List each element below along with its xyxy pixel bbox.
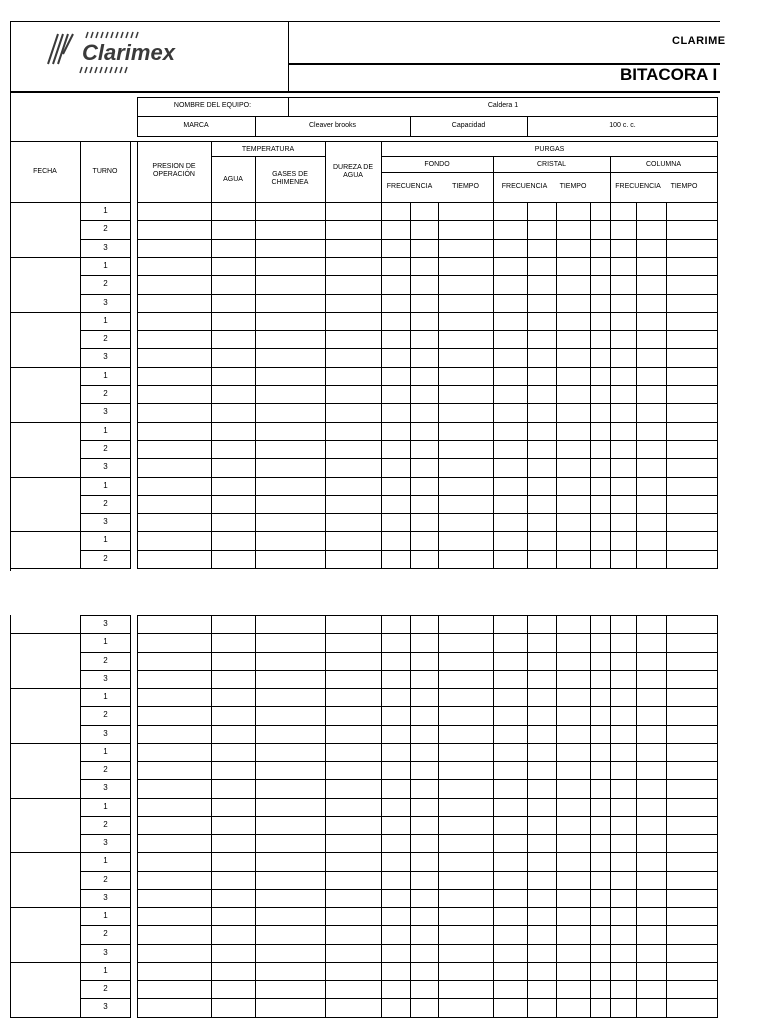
turno-cell: 3 <box>103 619 108 628</box>
data-col-line <box>137 615 138 1017</box>
data-col-line <box>636 615 637 1017</box>
fondo-tiempo: TIEMPO <box>452 183 479 190</box>
turno-row-line <box>80 202 131 203</box>
data-row-line <box>137 513 718 514</box>
data-row-line <box>137 257 718 258</box>
turno-row-line <box>80 725 131 726</box>
fecha-left-line <box>10 615 11 1017</box>
turno-cell: 3 <box>103 243 108 252</box>
data-col-line <box>590 202 591 568</box>
data-row-line <box>137 725 718 726</box>
turno-cell: 3 <box>103 783 108 792</box>
data-row-line <box>137 239 718 240</box>
brand-label: MARCA <box>183 122 209 129</box>
logo-top-stripes-icon <box>82 31 142 39</box>
fecha-group-line <box>10 633 81 634</box>
fecha-group-line <box>10 367 81 368</box>
turno-cell: 1 <box>103 966 108 975</box>
turno-row-line <box>80 670 131 671</box>
turno-cell: 2 <box>103 929 108 938</box>
purgas-sub-line-2 <box>381 172 718 173</box>
turno-cell: 2 <box>103 984 108 993</box>
data-row-line <box>137 706 718 707</box>
turno-row-line <box>80 743 131 744</box>
turno-cell: 2 <box>103 710 108 719</box>
data-col-line <box>381 202 382 568</box>
fecha-group-line <box>10 688 81 689</box>
col-columna: COLUMNA <box>645 161 681 168</box>
data-row-line <box>137 385 718 386</box>
fecha-group-line <box>10 422 81 423</box>
turno-row-line <box>80 257 131 258</box>
company-short-title: CLARIME <box>672 35 726 47</box>
turno-row-line <box>80 1017 131 1018</box>
turno-cell: 2 <box>103 656 108 665</box>
turno-row-line <box>80 568 131 569</box>
temp-sub-line <box>211 156 325 157</box>
data-row-line <box>137 688 718 689</box>
fecha-left-line <box>10 202 11 568</box>
data-row-line <box>137 633 718 634</box>
turno-row-line <box>80 798 131 799</box>
data-col-line <box>493 615 494 1017</box>
data-col-line <box>137 202 138 568</box>
turno-cell: 3 <box>103 462 108 471</box>
turno-row-line <box>80 871 131 872</box>
data-row-line <box>137 220 718 221</box>
fecha-group-line <box>10 202 81 203</box>
turno-cell: 1 <box>103 206 108 215</box>
info-mid-line <box>137 116 718 117</box>
data-row-line <box>137 568 718 569</box>
data-col-line <box>211 202 212 568</box>
fecha-right-line <box>80 202 81 568</box>
turno-cell: 1 <box>103 426 108 435</box>
turno-row-line <box>80 962 131 963</box>
data-row-line <box>137 330 718 331</box>
brand-value: Cleaver brooks <box>308 122 357 129</box>
turno-row-line <box>80 925 131 926</box>
data-row-line <box>137 422 718 423</box>
turno-cell: 3 <box>103 893 108 902</box>
turno-row-line <box>80 852 131 853</box>
col-dureza-1: DUREZA DE <box>332 164 374 171</box>
turno-cell: 3 <box>103 352 108 361</box>
data-col-line <box>610 202 611 568</box>
turno-cell: 2 <box>103 224 108 233</box>
logo-text: Clarimex <box>82 40 175 65</box>
col-fondo: FONDO <box>424 161 450 168</box>
turno-cell: 2 <box>103 554 108 563</box>
data-col-line <box>438 615 439 1017</box>
turno-cell: 1 <box>103 316 108 325</box>
data-col-line <box>556 202 557 568</box>
fecha-group-line <box>10 743 81 744</box>
data-col-line <box>211 615 212 1017</box>
turno-cell: 3 <box>103 729 108 738</box>
data-row-line <box>137 550 718 551</box>
turno-row-line <box>80 294 131 295</box>
col-fecha: FECHA <box>33 168 57 175</box>
col-purgas: PURGAS <box>534 146 565 153</box>
info-top-line <box>137 97 718 98</box>
fecha-group-line <box>10 962 81 963</box>
col-presion-2: OPERACIÓN <box>152 171 195 178</box>
data-row-line <box>137 907 718 908</box>
data-col-line <box>636 202 637 568</box>
col-dureza-2: AGUA <box>343 172 363 179</box>
data-row-line <box>137 980 718 981</box>
turno-cell: 1 <box>103 747 108 756</box>
data-col-line <box>255 202 256 568</box>
hdr-v-turno <box>130 141 131 203</box>
fecha-group-line <box>10 1017 81 1018</box>
data-row-line <box>137 743 718 744</box>
col-header-top <box>10 141 718 142</box>
header-divider <box>288 21 289 92</box>
purgas-sub-line <box>381 156 718 157</box>
data-row-line <box>137 816 718 817</box>
turno-row-line <box>80 239 131 240</box>
data-row-line <box>137 779 718 780</box>
turno-row-line <box>80 761 131 762</box>
data-row-line <box>137 312 718 313</box>
turno-cell: 1 <box>103 692 108 701</box>
data-col-line <box>527 202 528 568</box>
turno-cell: 1 <box>103 637 108 646</box>
turno-row-line <box>80 816 131 817</box>
turno-cell: 2 <box>103 279 108 288</box>
turno-cell: 1 <box>103 535 108 544</box>
turno-cell: 1 <box>103 481 108 490</box>
turno-row-line <box>80 633 131 634</box>
turno-row-line <box>80 907 131 908</box>
turno-row-line <box>80 440 131 441</box>
turno-row-line <box>80 980 131 981</box>
fecha-group-line <box>10 798 81 799</box>
header-bottom-border <box>10 91 720 93</box>
col-presion-1: PRESION DE <box>152 163 196 170</box>
data-row-line <box>137 962 718 963</box>
col-temperatura: TEMPERATURA <box>241 146 295 153</box>
data-col-line <box>590 615 591 1017</box>
data-col-line <box>717 615 718 1017</box>
turno-cell: 3 <box>103 674 108 683</box>
data-col-line <box>381 615 382 1017</box>
turno-row-line <box>80 220 131 221</box>
turno-row-line <box>80 513 131 514</box>
turno-row-line <box>80 312 131 313</box>
turno-row-line <box>80 422 131 423</box>
data-col-line <box>666 615 667 1017</box>
data-row-line <box>137 440 718 441</box>
data-col-line <box>255 615 256 1017</box>
fecha-group-line <box>10 907 81 908</box>
turno-cell: 3 <box>103 517 108 526</box>
data-col-line <box>410 615 411 1017</box>
columna-frecuencia: FRECUENCIA <box>615 183 661 190</box>
fecha-group-line <box>10 568 81 569</box>
data-col-line <box>325 202 326 568</box>
turno-row-line <box>80 834 131 835</box>
fondo-frecuencia: FRECUENCIA <box>386 183 433 190</box>
data-row-line <box>137 294 718 295</box>
data-col-line <box>493 202 494 568</box>
col-turno: TURNO <box>92 168 118 175</box>
turno-row-line <box>80 889 131 890</box>
turno-row-line <box>80 458 131 459</box>
turno-row-line <box>80 550 131 551</box>
turno-cell: 1 <box>103 856 108 865</box>
turno-cell: 1 <box>103 802 108 811</box>
data-col-line <box>666 202 667 568</box>
turno-row-line <box>80 615 131 616</box>
data-row-line <box>137 798 718 799</box>
data-col-line <box>438 202 439 568</box>
turno-row-line <box>80 779 131 780</box>
turno-cell: 2 <box>103 765 108 774</box>
data-col-line <box>410 202 411 568</box>
fecha-group-line <box>10 477 81 478</box>
turno-row-line <box>80 275 131 276</box>
turno-cell: 1 <box>103 371 108 380</box>
turno-cell: 2 <box>103 334 108 343</box>
data-col-line <box>610 615 611 1017</box>
data-row-line <box>137 652 718 653</box>
logo-bottom-stripes-icon <box>76 66 132 74</box>
data-row-line <box>137 367 718 368</box>
col-gases-1: GASES DE <box>272 171 308 178</box>
turno-row-line <box>80 652 131 653</box>
fecha-group-line <box>10 257 81 258</box>
turno-row-line <box>80 385 131 386</box>
document-title: BITACORA I <box>620 65 718 84</box>
data-row-line <box>137 458 718 459</box>
turno-row-line <box>80 477 131 478</box>
turno-row-line <box>80 706 131 707</box>
data-row-line <box>137 670 718 671</box>
data-row-line <box>137 761 718 762</box>
turno-cell: 2 <box>103 875 108 884</box>
turno-cell: 3 <box>103 838 108 847</box>
data-row-line <box>137 1017 718 1018</box>
data-row-line <box>137 889 718 890</box>
turno-cell: 2 <box>103 820 108 829</box>
data-row-line <box>137 275 718 276</box>
turno-cell: 2 <box>103 499 108 508</box>
turno-row-line <box>80 367 131 368</box>
turno-cell: 3 <box>103 948 108 957</box>
turno-cell: 2 <box>103 444 108 453</box>
turno-row-line <box>80 998 131 999</box>
capacity-label: Capacidad <box>451 122 486 129</box>
turno-cell: 3 <box>103 1002 108 1011</box>
turno-cell: 1 <box>103 911 108 920</box>
capacity-value: 100 c. c. <box>609 122 636 129</box>
fecha-group-line <box>10 312 81 313</box>
turno-row-line <box>80 330 131 331</box>
data-row-line <box>137 348 718 349</box>
data-row-line <box>137 531 718 532</box>
cristal-frecuencia: FRECUENCIA <box>501 183 548 190</box>
col-agua: AGUA <box>223 176 243 183</box>
data-row-line <box>137 998 718 999</box>
fecha-group-line <box>10 531 81 532</box>
equipment-name-label: NOMBRE DEL EQUIPO: <box>173 102 252 109</box>
data-row-line <box>137 615 718 616</box>
data-row-line <box>137 834 718 835</box>
turno-cell: 1 <box>103 261 108 270</box>
data-row-line <box>137 871 718 872</box>
columna-tiempo: TIEMPO <box>670 183 698 190</box>
turno-row-line <box>80 495 131 496</box>
data-col-line <box>556 615 557 1017</box>
turno-cell: 2 <box>103 389 108 398</box>
info-bottom-line <box>137 136 718 137</box>
turno-row-line <box>80 403 131 404</box>
fecha-group-line <box>10 852 81 853</box>
data-row-line <box>137 944 718 945</box>
turno-cell: 3 <box>103 407 108 416</box>
cristal-tiempo: TIEMPO <box>559 183 587 190</box>
data-col-line <box>527 615 528 1017</box>
data-row-line <box>137 403 718 404</box>
turno-cell: 3 <box>103 298 108 307</box>
turno-row-line <box>80 531 131 532</box>
turno-right-line <box>130 615 131 1017</box>
data-row-line <box>137 925 718 926</box>
turno-row-line <box>80 688 131 689</box>
data-row-line <box>137 477 718 478</box>
data-row-line <box>137 852 718 853</box>
turno-right-line <box>130 202 131 568</box>
equipment-name-value: Caldera 1 <box>487 102 519 109</box>
turno-row-line <box>80 348 131 349</box>
data-row-line <box>137 202 718 203</box>
col-gases-2: CHIMENEA <box>271 179 309 186</box>
data-row-line <box>137 495 718 496</box>
col-cristal: CRISTAL <box>536 161 567 168</box>
data-col-line <box>717 202 718 568</box>
data-col-line <box>325 615 326 1017</box>
turno-row-line <box>80 944 131 945</box>
header-top-border <box>10 21 720 22</box>
